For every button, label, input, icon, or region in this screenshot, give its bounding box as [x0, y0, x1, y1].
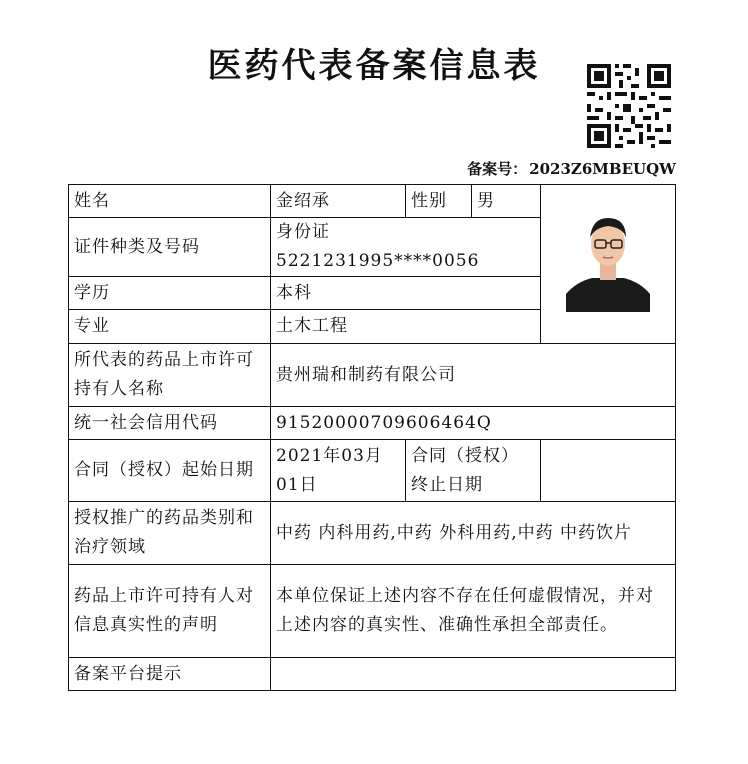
record-number-value: 2023Z6MBEUQW	[529, 160, 676, 178]
row-platform-tip	[69, 658, 676, 691]
row-name	[69, 185, 676, 218]
id-doc-value: 身份证 5221231995****0056	[271, 218, 541, 277]
record-number	[467, 158, 676, 179]
gender-value: 男	[472, 185, 541, 218]
start-date-label: 合同（授权）起始日期	[69, 440, 271, 502]
page-title: 医药代表备案信息表	[207, 46, 541, 86]
credit-code-value: 91520000709606464Q	[271, 407, 676, 440]
end-date-label: 合同（授权）终止日期	[406, 440, 541, 502]
end-date-value	[541, 440, 676, 502]
row-drug-category	[69, 502, 676, 565]
major-value: 土木工程	[271, 310, 541, 344]
row-holder	[69, 344, 676, 407]
row-declaration	[69, 565, 676, 658]
person-photo	[566, 206, 650, 312]
id-doc-label: 证件种类及号码	[69, 218, 271, 277]
platform-tip-value	[271, 658, 676, 691]
credit-code-label: 统一社会信用代码	[69, 407, 271, 440]
gender-label: 性别	[406, 185, 472, 218]
row-contract-dates	[69, 440, 676, 502]
name-value: 金绍承	[271, 185, 406, 218]
declaration-label: 药品上市许可持有人对信息真实性的声明	[69, 565, 271, 658]
platform-tip-label: 备案平台提示	[69, 658, 271, 691]
major-label: 专业	[69, 310, 271, 344]
declaration-value: 本单位保证上述内容不存在任何虚假情况，并对上述内容的真实性、准确性承担全部责任。	[271, 565, 676, 658]
name-label: 姓名	[69, 185, 271, 218]
drug-category-value: 中药 内科用药,中药 外科用药,中药 中药饮片	[271, 502, 676, 565]
drug-category-label: 授权推广的药品类别和治疗领域	[69, 502, 271, 565]
info-table	[68, 184, 676, 691]
education-label: 学历	[69, 277, 271, 310]
holder-name-value: 贵州瑞和制药有限公司	[271, 344, 676, 407]
row-credit-code	[69, 407, 676, 440]
record-number-label: 备案号：	[467, 160, 528, 178]
holder-name-label: 所代表的药品上市许可持有人名称	[69, 344, 271, 407]
photo-cell	[541, 185, 676, 344]
qr-code-icon	[585, 62, 673, 150]
start-date-value: 2021年03月01日	[271, 440, 406, 502]
education-value: 本科	[271, 277, 541, 310]
